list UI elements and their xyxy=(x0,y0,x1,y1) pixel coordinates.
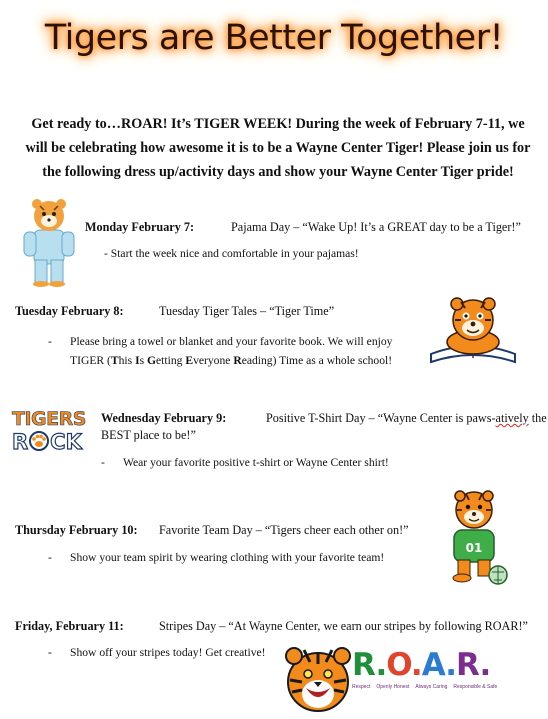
thursday-detail: Show your team spirit by wearing clothing with your favorite team! xyxy=(70,551,385,564)
friday-label: Friday, February 11: xyxy=(15,619,124,633)
monday-theme: Pajama Day – “Wake Up! It’s a GREAT day to be a Tiger!” xyxy=(231,220,521,234)
roar-letter-r2: R. xyxy=(456,647,491,683)
roar-words xyxy=(352,684,498,690)
thursday-label: Thursday February 10: xyxy=(15,523,138,537)
acronym-letter: I xyxy=(135,354,140,367)
acronym-word: etting xyxy=(156,354,186,367)
acronym-letter: R xyxy=(233,354,242,367)
tuesday-detail-dash: - xyxy=(48,335,52,348)
tigers-rock-line2 xyxy=(12,430,94,454)
wednesday-theme-spellcheck: atively xyxy=(495,411,529,425)
roar-word-respect: Respect xyxy=(352,684,371,690)
wednesday-theme-start: Positive T-Shirt Day – “Wayne Center is paws- xyxy=(266,411,496,425)
friday-detail: Show off your stripes today! Get creative! xyxy=(70,646,266,659)
tiger-acronym-text: TIGER ( xyxy=(70,354,111,367)
intro-paragraph: Get ready to…ROAR! It’s TIGER WEEK! During the week of February 7-11, we will be celebrating how awesome it is to be a Wayne Center Tiger! Please join us for the following dress up/activity days and show your Wayne Center Tiger pride! xyxy=(25,116,531,180)
thursday-detail-dash: - xyxy=(48,551,52,564)
tuesday-theme: Tuesday Tiger Tales – “Tiger Time” xyxy=(159,304,335,318)
acronym-word: eading) Time as a whole school! xyxy=(241,354,393,367)
tigers-rock-logo xyxy=(12,408,94,466)
roar-letters xyxy=(352,647,491,683)
thursday-row xyxy=(15,523,138,538)
wednesday-detail: Wear your favorite positive t-shirt or Wayne Center shirt! xyxy=(123,456,389,469)
tiger-face-icon xyxy=(284,644,352,714)
roar-letter-o: O. xyxy=(386,647,422,683)
wednesday-theme-line1 xyxy=(266,411,547,426)
reading-tiger-icon xyxy=(425,294,521,368)
soccer-tiger-icon xyxy=(432,488,516,586)
roar-letter-a: A. xyxy=(421,647,457,683)
wednesday-label: Wednesday February 9: xyxy=(101,411,227,425)
tuesday-detail xyxy=(70,332,410,370)
acronym-letter: G xyxy=(147,354,157,367)
monday-label: Monday February 7: xyxy=(85,220,195,234)
pajama-tiger-icon xyxy=(20,196,78,288)
roar-word-caring: Always Caring xyxy=(415,684,448,690)
roar-word-honest: Openly Honest xyxy=(376,684,410,690)
acronym-word: s xyxy=(139,354,147,367)
roar-letter-r1: R. xyxy=(352,647,387,683)
acronym-letter: T xyxy=(110,354,119,367)
acronym-word: his xyxy=(118,354,136,367)
acronym-word: veryone xyxy=(193,354,234,367)
friday-theme: Stripes Day – “At Wayne Center, we earn our stripes by following ROAR!” xyxy=(159,619,528,633)
soccer-ball-icon xyxy=(489,566,507,584)
tuesday-detail-line1: Please bring a towel or blanket and your favorite book. We will enjoy xyxy=(70,335,393,348)
roar-logo xyxy=(352,647,498,690)
friday-detail-dash: - xyxy=(48,646,52,659)
paw-icon xyxy=(28,431,50,451)
tuesday-row xyxy=(15,304,124,319)
tigers-rock-ck: CK xyxy=(50,430,82,454)
wednesday-theme-line2: BEST place to be!” xyxy=(101,428,196,442)
shirt-number: 01 xyxy=(465,541,483,555)
monday-row xyxy=(85,220,194,235)
roar-word-responsible: Responsible & Safe xyxy=(453,684,498,690)
thursday-theme: Favorite Team Day – “Tigers cheer each other on!” xyxy=(159,523,409,537)
tuesday-label: Tuesday February 8: xyxy=(15,304,124,318)
tigers-rock-line1: TIGERS xyxy=(12,408,86,430)
wednesday-theme-end: the xyxy=(528,411,547,425)
page-title: Tigers are Better Together! xyxy=(44,18,504,58)
tigers-rock-r: R xyxy=(12,430,29,454)
friday-row xyxy=(15,619,124,634)
wednesday-detail-dash: - xyxy=(101,456,105,469)
acronym-letter: E xyxy=(185,354,194,367)
monday-detail: - Start the week nice and comfortable in your pajamas! xyxy=(104,247,359,260)
wednesday-row xyxy=(101,411,226,426)
